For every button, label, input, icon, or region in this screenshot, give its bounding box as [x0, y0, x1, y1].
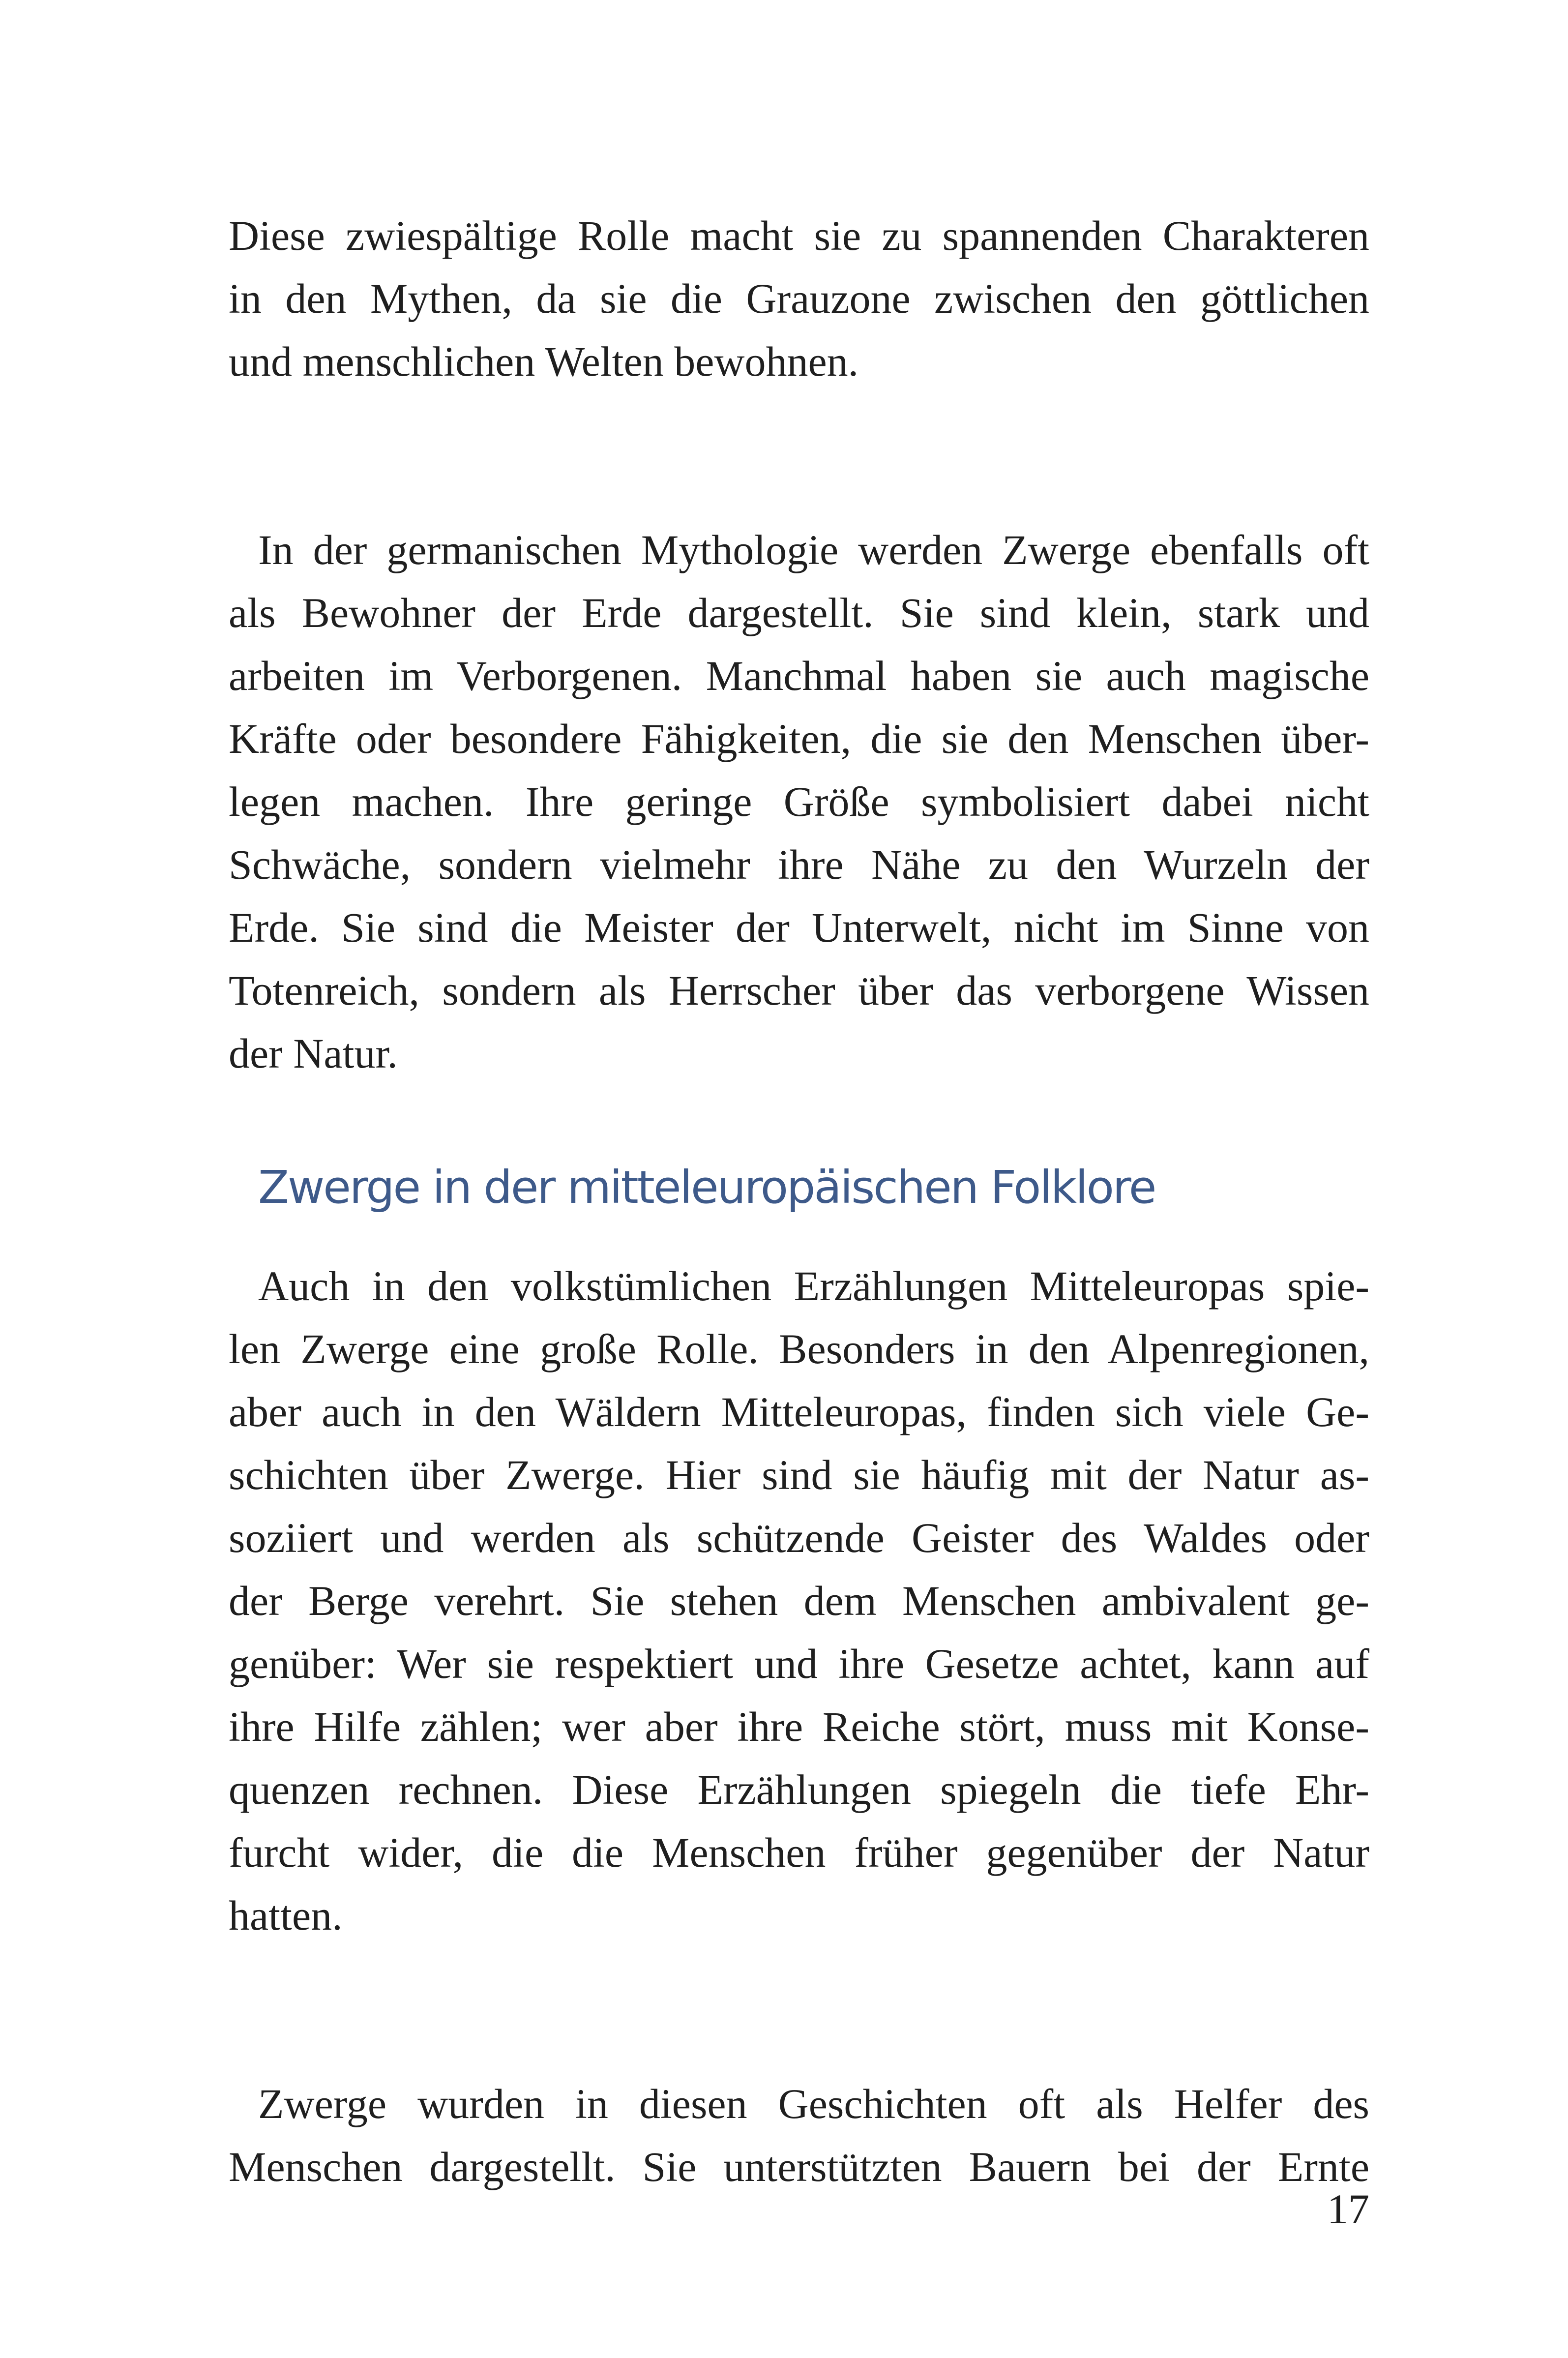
paragraph-gap [229, 1947, 1369, 2072]
heading-gap [229, 1219, 1369, 1254]
text-line: hatten. [229, 1892, 343, 1939]
text-line: len Zwerge eine große Rolle. Besonders in den Alpenregionen, [229, 1325, 1369, 1373]
text-line: genüber: Wer sie respektiert und ihre Gesetze achtet, kann auf [229, 1640, 1369, 1687]
text-line: Kräfte oder besondere Fähigkeiten, die sie den Menschen über- [229, 715, 1369, 762]
text-line: der Natur. [229, 1030, 398, 1077]
text-line: In der germanischen Mythologie werden Zwerge ebenfalls oft [258, 526, 1369, 573]
text-line: Zwerge wurden in diesen Geschichten oft als Helfer des [258, 2080, 1369, 2127]
paragraph-helpers [229, 2072, 1369, 2198]
section-heading: Zwerge in der mitteleuropäischen Folklore [258, 1161, 1155, 1214]
text-line: als Bewohner der Erde dargestellt. Sie sind klein, stark und [229, 589, 1369, 636]
text-line: Schwäche, sondern vielmehr ihre Nähe zu den Wurzeln der [229, 841, 1369, 888]
text-line: legen machen. Ihre geringe Größe symbolisiert dabei nicht [229, 778, 1369, 825]
text-line: Totenreich, sondern als Herrscher über das verborgene Wissen [229, 967, 1369, 1014]
text-line: und menschlichen Welten bewohnen. [229, 338, 859, 385]
paragraph-gap [229, 393, 1369, 518]
text-line: Auch in den volkstümlichen Erzählungen Mitteleuropas spie- [258, 1262, 1369, 1310]
text-line: arbeiten im Verborgenen. Manchmal haben sie auch magische [229, 652, 1369, 699]
text-line: aber auch in den Wäldern Mitteleuropas, finden sich viele Ge- [229, 1388, 1369, 1435]
text-line: Diese zwiespältige Rolle macht sie zu spannenden Charakteren [229, 212, 1369, 259]
heading-gap [229, 1085, 1369, 1156]
text-line: soziiert und werden als schützende Geister des Waldes oder [229, 1514, 1369, 1561]
text-line: quenzen rechnen. Diese Erzählungen spiegeln die tiefe Ehr- [229, 1766, 1369, 1813]
paragraph-central-european-folklore [229, 1254, 1369, 1947]
page-content [229, 204, 1369, 2198]
text-line: schichten über Zwerge. Hier sind sie häufig mit der Natur as- [229, 1451, 1369, 1498]
text-line: ihre Hilfe zählen; wer aber ihre Reiche stört, muss mit Konse- [229, 1703, 1369, 1750]
page-number: 17 [1327, 2185, 1369, 2233]
paragraph-continued [229, 204, 1369, 393]
text-line: furcht wider, die die Menschen früher gegenüber der Natur [229, 1829, 1369, 1876]
text-line: in den Mythen, da sie die Grauzone zwischen den göttlichen [229, 275, 1369, 322]
text-line: Erde. Sie sind die Meister der Unterwelt, nicht im Sinne von [229, 904, 1369, 951]
text-line: Menschen dargestellt. Sie unterstützten Bauern bei der Ernte [229, 2143, 1369, 2190]
text-line: der Berge verehrt. Sie stehen dem Menschen ambivalent ge- [229, 1577, 1369, 1624]
paragraph-germanic-mythology [229, 518, 1369, 1085]
